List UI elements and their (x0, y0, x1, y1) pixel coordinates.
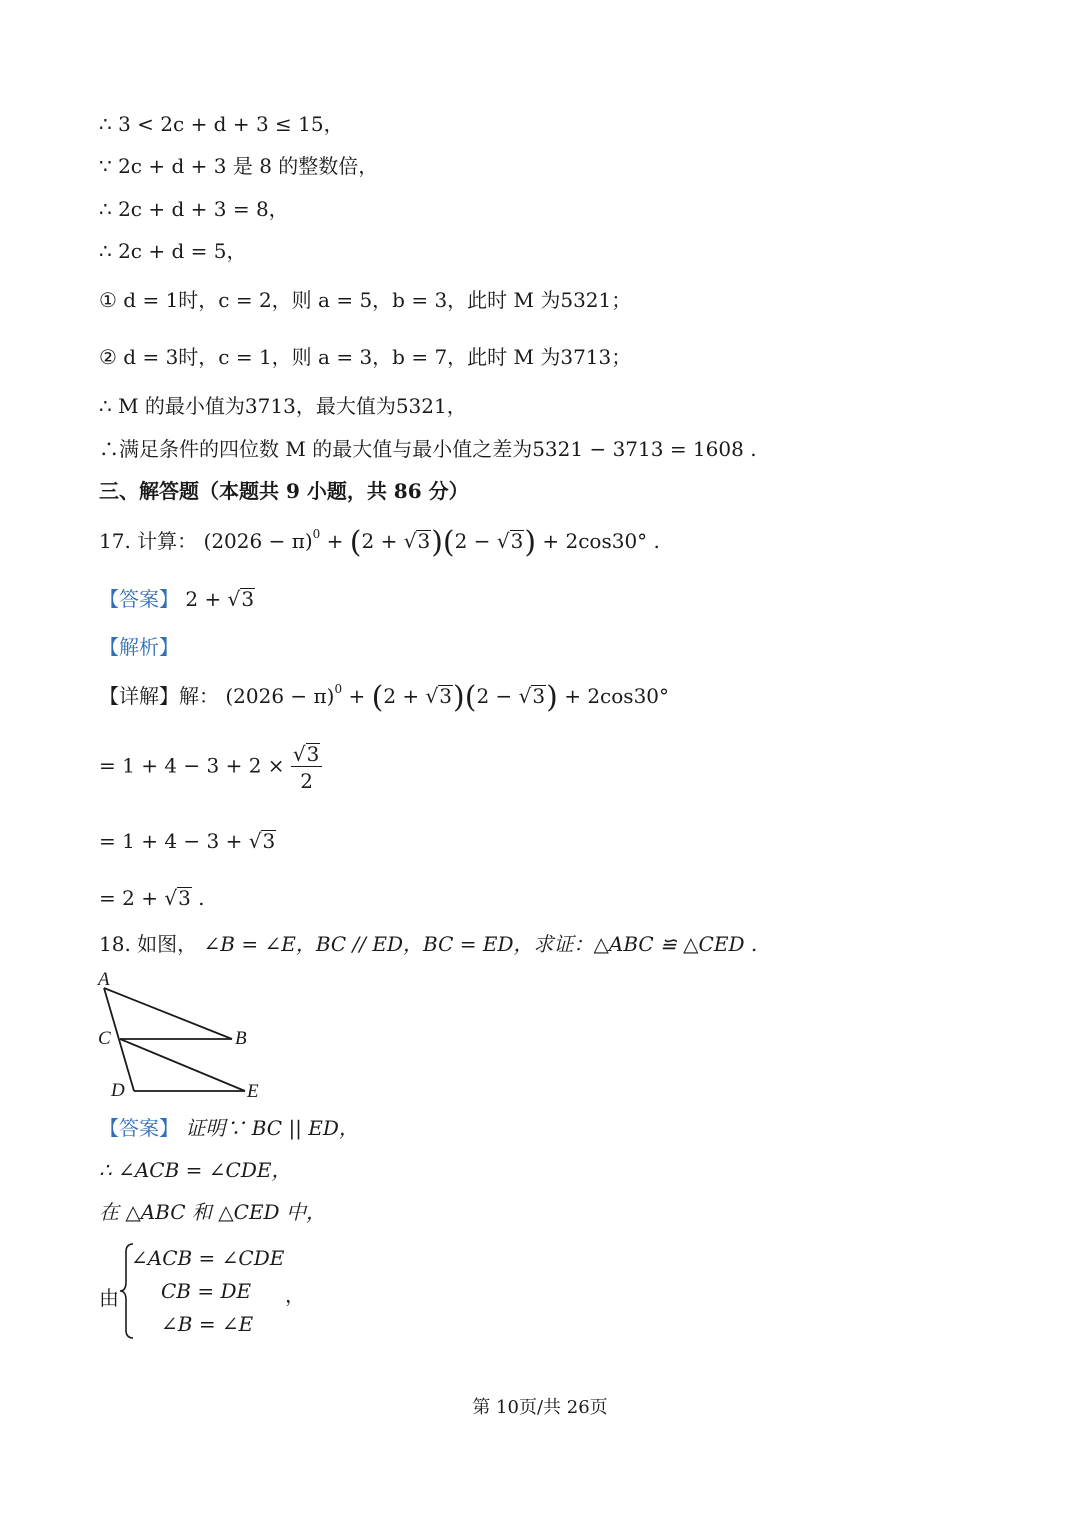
q18-conditions: ∠B = ∠E，BC // ED，BC = ED，求证：△ABC ≌ △CED . (203, 932, 758, 956)
system-eq-1: ∠ACB = ∠CDE (131, 1246, 285, 1270)
detail-expression: $(2026 - \pi)^0 + (2 + √3)(2 - √3) + 2\cos 30^\circ$ (225, 680, 670, 715)
q17-statement (99, 525, 660, 560)
line-6: ② d = 3时，c = 1，则 a = 3，b = 7，此时 M 为3713； (99, 345, 632, 369)
q18-answer (99, 1118, 359, 1138)
line-4: ∴ 2c + d = 5， (99, 239, 247, 263)
q17-detail (99, 680, 670, 715)
answer-tag: 【答案】 (99, 587, 179, 611)
q17-expression: $(2026 - \pi)^0 + (2 + √3)(2 - √3)$ (203, 525, 537, 560)
detail-tag: 【详解】解： (99, 684, 219, 708)
label-d: D (111, 1080, 125, 1100)
label-e: E (247, 1081, 259, 1100)
system-eq-3: ∠B = ∠E (161, 1312, 254, 1336)
by-label: 由 (99, 1286, 119, 1310)
section-heading: 三、解答题（本题共 9 小题，共 86 分） (99, 479, 469, 503)
label-a: A (98, 969, 110, 990)
line-2: ∵ 2c + d + 3 是 8 的整数倍， (99, 154, 379, 178)
page-footer: 第 10页/共 26页 (472, 1397, 608, 1418)
q17-step3: = 2 + √3 . (99, 886, 205, 910)
q17-tail: + 2cos30° . (542, 529, 660, 553)
q17-step1: = 1 + 4 − 3 + 2 × $\frac{√3}{2}$ (99, 743, 322, 791)
q18-line2: ∴ ∠ACB = ∠CDE， (99, 1158, 292, 1182)
system-eq-2: CB = DE (161, 1279, 252, 1303)
answer-value: 2 + (185, 587, 222, 611)
label-b: B (235, 1028, 247, 1049)
triangle-figure (90, 965, 290, 1100)
line-3: ∴ 2c + d + 3 = 8， (99, 197, 289, 221)
q18-statement (99, 934, 757, 954)
q17-step2: = 1 + 4 − 3 + √3 (99, 829, 276, 853)
q17-analysis-tag: 【解析】 (99, 635, 179, 659)
answer-proof-start: 证明∵ BC || ED， (185, 1116, 359, 1140)
q17-answer: 【答案】 2 + √3 (99, 587, 255, 611)
line-8: ∴满足条件的四位数 M 的最大值与最小值之差为5321 − 3713 = 1608 . (99, 437, 757, 461)
line-1: ∴ 3 < 2c + d + 3 ≤ 15， (99, 112, 344, 136)
label-c: C (98, 1028, 111, 1049)
line-5: ① d = 1时，c = 2，则 a = 5，b = 3，此时 M 为5321； (99, 288, 632, 312)
q18-line3: 在 △ABC 和 △CED 中， (99, 1200, 326, 1224)
answer-tag: 【答案】 (99, 1116, 179, 1140)
line-7: ∴ M 的最小值为3713，最大值为5321， (99, 394, 467, 418)
fraction: $\frac{√3}{2}$ (291, 743, 322, 791)
q17-prefix: 17. 计算： (99, 529, 198, 553)
system-comma: ， (285, 1283, 305, 1307)
q18-prefix: 18. 如图， (99, 932, 198, 956)
